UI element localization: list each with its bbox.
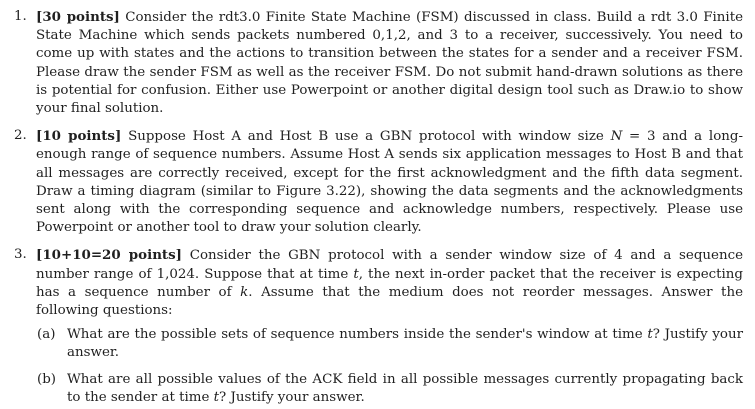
problem-1	[6, 8, 743, 118]
math-variable: t	[353, 266, 359, 282]
problem-text: Suppose Host A and Host B use a GBN protocol with window size	[128, 129, 604, 145]
subpart-text: ? Justify your answer.	[67, 327, 743, 361]
subpart-b	[36, 371, 743, 407]
problem-text: Consider the GBN protocol with a sender window size of 4 and a sequence number range of 1,024. Suppose that at time	[36, 248, 743, 282]
problem-number: 1.	[14, 9, 27, 24]
problem-number: 2.	[14, 128, 27, 144]
subpart-text: ? Justify your answer.	[219, 389, 365, 405]
math-variable: N	[610, 129, 623, 145]
problem-number: 3.	[14, 247, 27, 263]
problem-text: = 3 and a long-enough range of sequence numbers. Assume Host A sends six application messages to Host B and that all messages are correctly received, except for the first acknowledgment and the fifth data segment. Draw a timing diagram (similar to Figure 3.22), showing the data segments and the acknowledgments sent along with the corresponding sequence and acknowledge numbers, respectively. Please use Powerpoint or another tool to draw your solution clearly.	[36, 129, 743, 236]
problem-points: [10+10=20 points]	[36, 247, 182, 264]
subpart-a	[36, 326, 743, 362]
problem-text: . Assume that the medium does not reorder messages. Answer the following questions:	[36, 284, 743, 319]
math-variable: t	[647, 327, 653, 343]
subpart-text: What are the possible sets of sequence numbers inside the sender's window at time	[67, 327, 643, 343]
problem-points: [30 points]	[36, 9, 120, 25]
subpart-label: (b)	[37, 371, 57, 387]
problem-3	[6, 246, 743, 407]
problem-2	[6, 127, 743, 237]
math-variable: t	[213, 389, 220, 405]
subpart-label: (a)	[37, 327, 56, 343]
subpart-text: What are all possible values of the ACK field in all possible messages currently propagating back to the sender at time	[67, 371, 743, 405]
math-variable: k	[240, 284, 249, 300]
problem-list	[6, 8, 743, 407]
problem-text: Consider the rdt3.0 Finite State Machine (FSM) discussed in class. Build a rdt 3.0 Finite State Machine which sends packets numbered 0,1,2, and 3 to a receiver, successively. You need to come up with states and the actions to transition between the states for a sender and a receiver FSM. Please draw the sender FSM as well as the receiver FSM. Do not submit hand-drawn solutions as there is potential for confusion. Either use Powerpoint or another digital design tool such as Draw.io to show your final solution.	[36, 10, 744, 117]
subpart-list	[36, 326, 743, 407]
problem-points: [10 points]	[36, 128, 122, 145]
problem-text: , the next in-order packet that the receiver is expecting has a sequence number of	[36, 266, 743, 300]
